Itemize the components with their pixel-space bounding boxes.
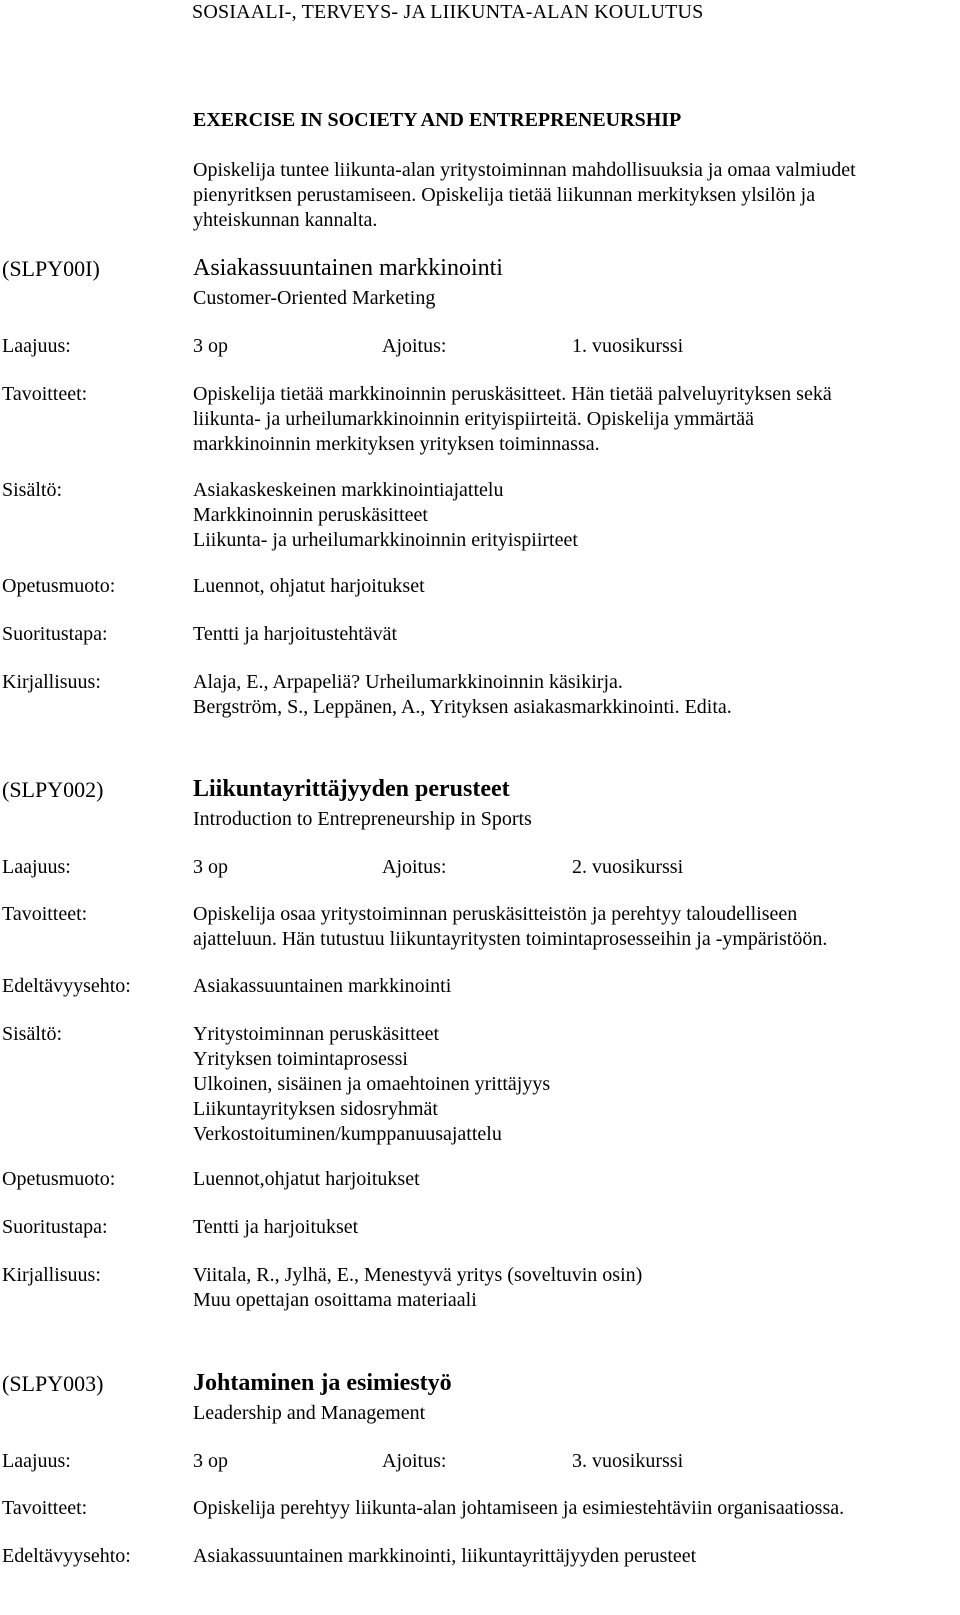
field-value (193, 478, 953, 553)
laajuus-label: Laajuus: (2, 335, 71, 357)
field-line: Asiakaskeskeinen markkinointiajattelu (193, 479, 504, 501)
field-line: Asiakassuuntainen markkinointi (193, 975, 452, 997)
field-value (193, 902, 953, 952)
field-label: Edeltävyysehto: (2, 1545, 131, 1567)
field-line: Markkinoinnin peruskäsitteet (193, 504, 428, 526)
description-line: pienyritksen perustamiseen. Opiskelija tietää liikunnan merkityksen ylsilön ja (193, 184, 816, 206)
course-title: Liikuntayrittäjyyden perusteet (193, 776, 510, 802)
field-label: Edeltävyysehto: (2, 975, 131, 997)
field-line: Bergström, S., Leppänen, A., Yrityksen asiakasmarkkinointi. Edita. (193, 696, 732, 718)
field-line: liikunta- ja urheilumarkkinoinnin erityispiirteitä. Opiskelija ymmärtää (193, 408, 754, 430)
description-line: Opiskelija tuntee liikunta-alan yritystoiminnan mahdollisuuksia ja omaa valmiudet (193, 159, 856, 181)
course-code: (SLPY00I) (2, 256, 100, 281)
field-label: Opetusmuoto: (2, 575, 116, 597)
field-value (193, 670, 953, 720)
ajoitus-value: 2. vuosikurssi (572, 856, 684, 878)
course-code: (SLPY003) (2, 1371, 104, 1396)
field-label: Sisältö: (2, 1023, 63, 1045)
field-line: Opiskelija perehtyy liikunta-alan johtamiseen ja esimiestehtäviin organisaatiossa. (193, 1497, 845, 1519)
course-title: Johtaminen ja esimiestyö (193, 1370, 452, 1396)
field-line: Opiskelija osaa yritystoiminnan peruskäsitteistön ja perehtyy taloudelliseen (193, 903, 798, 925)
field-line: Alaja, E., Arpapeliä? Urheilumarkkinoinnin käsikirja. (193, 671, 623, 693)
field-line: ajatteluun. Hän tutustuu liikuntayritysten toimintaprosesseihin ja -ympäristöön. (193, 928, 828, 950)
field-label: Kirjallisuus: (2, 671, 101, 693)
course-meta (0, 855, 960, 880)
field-value (193, 1544, 953, 1569)
field-value (193, 574, 953, 599)
document-header: SOSIAALI-, TERVEYS- JA LIIKUNTA-ALAN KOULUTUS (192, 1, 704, 23)
ajoitus-label: Ajoitus: (382, 856, 447, 878)
field-label: Tavoitteet: (2, 1497, 88, 1519)
course-code: (SLPY002) (2, 777, 104, 802)
field-line: Tentti ja harjoitustehtävät (193, 623, 398, 645)
course-subtitle: Customer-Oriented Marketing (193, 287, 436, 309)
field-label: Suoritustapa: (2, 1216, 108, 1238)
description-line: yhteiskunnan kannalta. (193, 209, 378, 231)
laajuus-label: Laajuus: (2, 856, 71, 878)
course-title: Asiakassuuntainen markkinointi (193, 255, 503, 281)
field-line: Luennot, ohjatut harjoitukset (193, 575, 425, 597)
field-line: Tentti ja harjoitukset (193, 1216, 359, 1238)
field-line: markkinoinnin merkityksen yrityksen toiminnassa. (193, 433, 600, 455)
field-label: Tavoitteet: (2, 383, 88, 405)
field-line: Luennot,ohjatut harjoitukset (193, 1168, 420, 1190)
field-line: Viitala, R., Jylhä, E., Menestyvä yritys (soveltuvin osin) (193, 1264, 643, 1286)
ajoitus-label: Ajoitus: (382, 335, 447, 357)
field-label: Sisältö: (2, 479, 63, 501)
course-subtitle: Introduction to Entrepreneurship in Sports (193, 808, 532, 830)
laajuus-label: Laajuus: (2, 1450, 71, 1472)
course-meta (0, 1449, 960, 1474)
field-label: Kirjallisuus: (2, 1264, 101, 1286)
course-subtitle: Leadership and Management (193, 1402, 426, 1424)
field-line: Yrityksen toimintaprosessi (193, 1048, 408, 1070)
field-value (193, 1263, 953, 1313)
field-value (193, 382, 953, 457)
ajoitus-value: 3. vuosikurssi (572, 1450, 684, 1472)
module-heading: EXERCISE IN SOCIETY AND ENTREPRENEURSHIP (193, 109, 682, 131)
laajuus-value: 3 op (193, 1450, 228, 1472)
field-label: Opetusmuoto: (2, 1168, 116, 1190)
ajoitus-label: Ajoitus: (382, 1450, 447, 1472)
field-line: Liikunta- ja urheilumarkkinoinnin erityispiirteet (193, 529, 578, 551)
field-line: Verkostoituminen/kumppanuusajattelu (193, 1123, 502, 1145)
field-value (193, 1496, 953, 1521)
module-description (193, 158, 953, 233)
field-line: Liikuntayrityksen sidosryhmät (193, 1098, 438, 1120)
field-line: Muu opettajan osoittama materiaali (193, 1289, 477, 1311)
field-value (193, 1167, 953, 1192)
field-label: Tavoitteet: (2, 903, 88, 925)
laajuus-value: 3 op (193, 335, 228, 357)
field-value (193, 1022, 953, 1147)
field-value (193, 1215, 953, 1240)
ajoitus-value: 1. vuosikurssi (572, 335, 684, 357)
field-line: Asiakassuuntainen markkinointi, liikuntayrittäjyyden perusteet (193, 1545, 697, 1567)
field-line: Yritystoiminnan peruskäsitteet (193, 1023, 440, 1045)
field-value (193, 622, 953, 647)
field-line: Opiskelija tietää markkinoinnin peruskäsitteet. Hän tietää palveluyrityksen sekä (193, 383, 832, 405)
laajuus-value: 3 op (193, 856, 228, 878)
field-label: Suoritustapa: (2, 623, 108, 645)
field-value (193, 974, 953, 999)
course-meta (0, 334, 960, 359)
field-line: Ulkoinen, sisäinen ja omaehtoinen yrittäjyys (193, 1073, 551, 1095)
